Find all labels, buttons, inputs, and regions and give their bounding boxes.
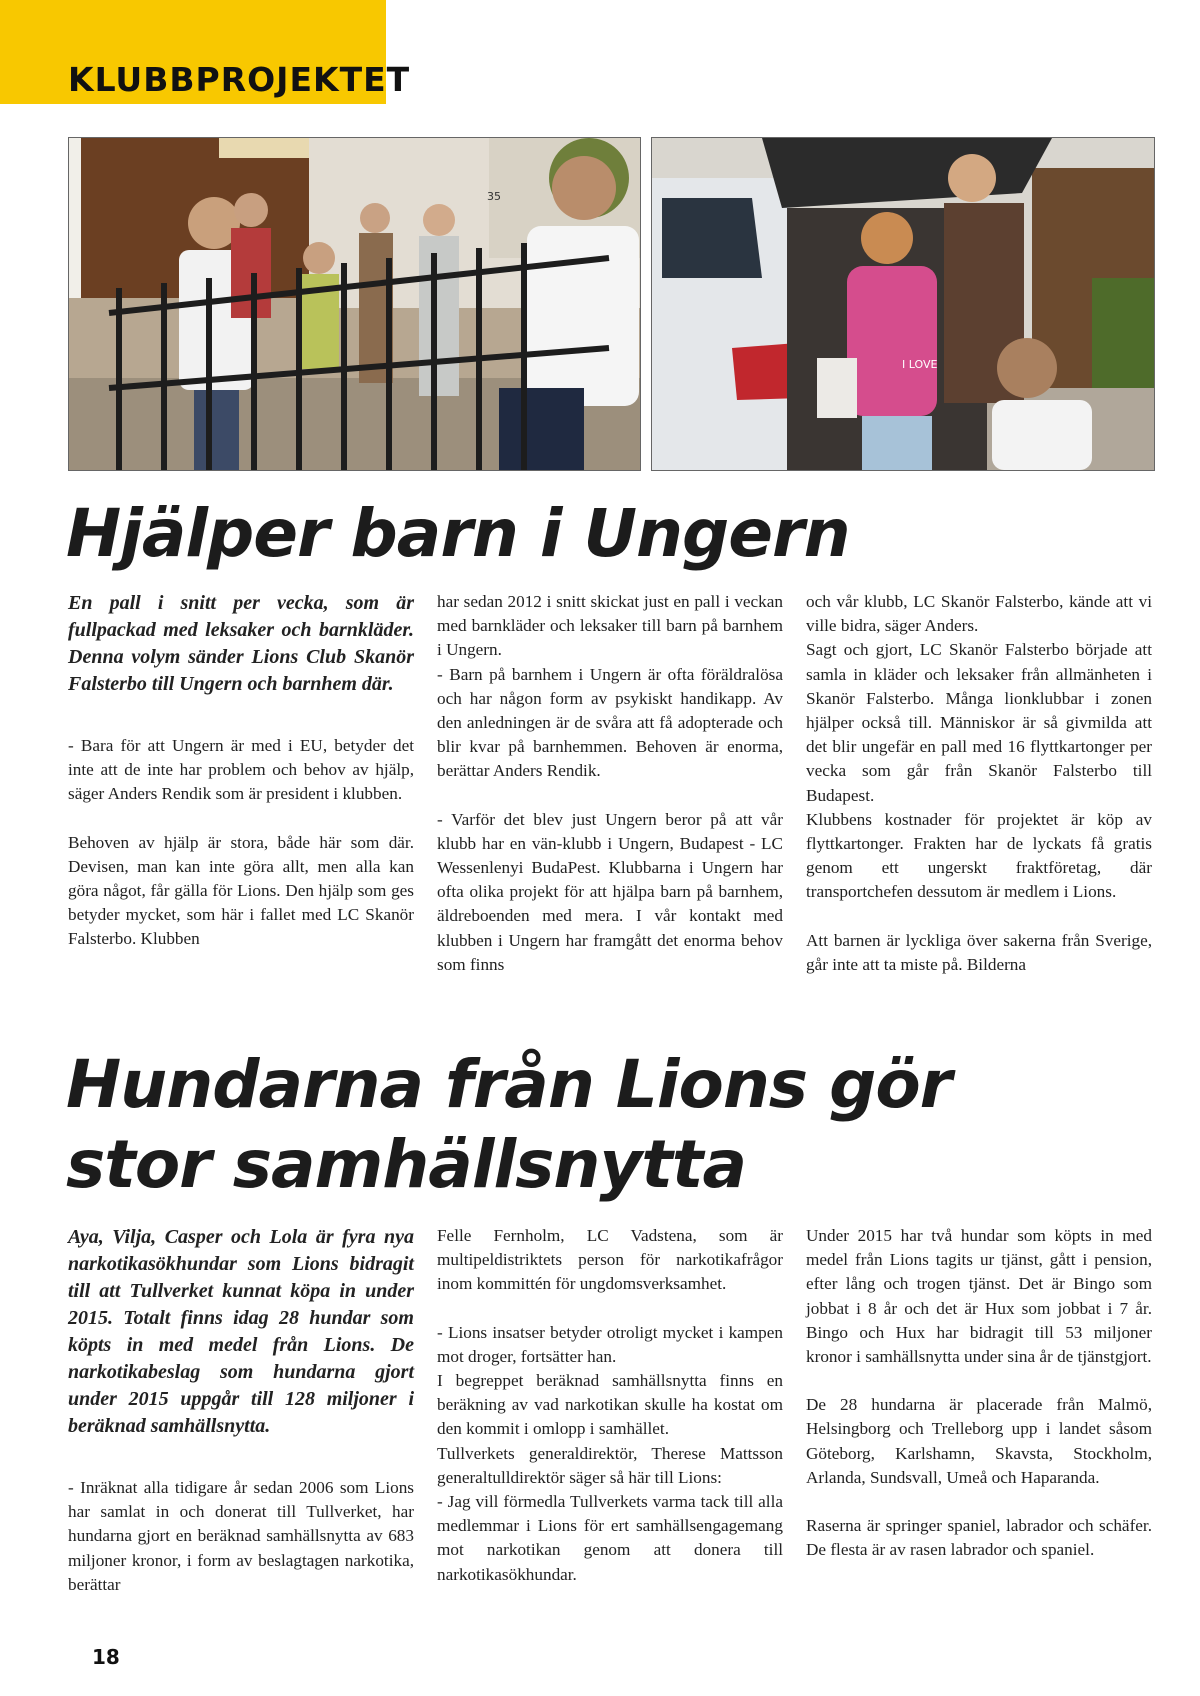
article1-paragraph: och vår klubb, LC Skanör Falsterbo, kände att vi ville bidra, säger Anders. [806,592,1152,636]
section-tab [0,0,411,104]
shirt-text: I LOVE [902,358,938,371]
article2-paragraph: Felle Fernholm, LC Vadstena, som är multipeldistriktets person för narkotikafrågor inom kommittén för ungdomsverksamhet. [437,1226,783,1294]
photo-car-loading [651,137,1155,471]
article2-headline-line1: Hundarna från Lions gör [66,1046,952,1123]
article1-column-1 [68,590,414,952]
article2-column-2 [437,1224,783,1587]
article1-lead: En pall i snitt per vecka, som är fullpackad med leksaker och barnkläder. Denna volym sänder Lions Club Skanör Falsterbo till Ungern och barnhem där. [68,592,414,695]
photo-children-at-gate [68,137,641,471]
article2-paragraph: - Inräknat alla tidigare år sedan 2006 som Lions har samlat in och donerat till Tullverket, har hundarna gjort en beräknad samhällsnytta av 683 miljoner kronor, i form av beslagtagen narkotika, berättar [68,1478,414,1594]
small-boy [301,242,339,369]
article1-column-3 [806,590,1152,977]
article2-lead: Aya, Vilja, Casper och Lola är fyra nya narkotikasökhundar som Lions bidragit till att Tullverket kunnat köpa in under 2015. Totalt finns idag 28 hundar som köpts in med medel från Lions. De narkotikabeslag som hundarna gjort under 2015 uppgår till 128 miljoner i beräknad samhällsnytta. [68,1226,414,1437]
article1-paragraph: Klubbens kostnader för projektet är köp av flyttkartonger. Frakten har de lyckats få gratis genom ett ungerskt fraktföretag, där transportchefen dessutom är medlem i Lions. [806,809,1152,902]
page-number: 18 [92,1645,120,1669]
article1-paragraph: - Bara för att Ungern är med i EU, betyder det inte att de inte har problem och behov av hjälp, säger Anders Rendik som är president i klubben. [68,736,414,804]
article1-headline: Hjälper barn i Ungern [66,495,850,572]
article1-paragraph: - Varför det blev just Ungern beror på att vår klubb har en vän-klubb i Ungern, Budapest - LC Wessenlenyi BudaPest. Klubbarna i Ungern har ofta olika projekt för att hjälpa barn på barnhem, äldreboenden med mera. I vår kontakt med klubben i Ungern har framgått det enorma behov som finns [437,809,783,974]
article1-paragraph: Behoven av hjälp är stora, både här som där. Devisen, man kan inte göra allt, men alla kan göra något, får gälla för Lions. Den hjälp som ges betyder mycket, som här i fallet med LC Skanör Falsterbo. Klubben [68,832,414,949]
article2-paragraph: Tullverkets generaldirektör, Therese Mattsson generaltulldirektör säger så här till Lions: [437,1443,783,1487]
article1-column-2 [437,590,783,977]
article1-paragraph: Att barnen är lyckliga över sakerna från Sverige, går inte att ta miste på. Bilderna [806,930,1152,974]
article2-paragraph: Raserna är springer spaniel, labrador och schäfer. De flesta är av rasen labrador och spaniel. [806,1516,1152,1560]
article2-paragraph: Under 2015 har två hundar som köpts in med medel från Lions tagits ur tjänst, gått i pension, efter lång och trogen tjänst. Det är Bingo som jobbat i 8 år och det är Hux som jobbat i 7 år. Bingo och Hux har bidragit till 53 miljoner kronor i samhällsnytta under sina år de tjänstgjort. [806,1226,1152,1367]
article2-column-3 [806,1224,1152,1562]
door-number: 35 [487,190,501,203]
article2-paragraph: I begreppet beräknad samhällsnytta finns en beräkning av vad narkotikan skulle ha kostat om den kommit i omlopp i samhället. [437,1371,783,1439]
article2-paragraph: - Jag vill förmedla Tullverkets varma tack till alla medlemmar i Lions för ert samhällsengagemang mot narkotikan genom att donera till narkotikasökhundar. [437,1492,783,1584]
article2-paragraph: - Lions insatser betyder otroligt mycket i kampen mot droger, fortsätter han. [437,1322,783,1366]
article2-column-1 [68,1224,414,1597]
section-label: KLUBBPROJEKTET [68,60,411,99]
article2-headline-line2: stor samhällsnytta [66,1126,746,1203]
article1-paragraph: Sagt och gjort, LC Skanör Falsterbo började att samla in kläder och leksaker från allmänheten i Skanör Falsterbo. Många lionklubbar i zonen hjälper också till. Människor är så givmilda att det blir ungefär en pall med 16 flyttkartonger per vecka som går från Skanör Falsterbo till Budapest. [806,640,1152,805]
article2-paragraph: De 28 hundarna är placerade från Malmö, Helsingborg och Trelleborg upp i landet såsom Göteborg, Karlshamn, Skavsta, Stockholm, Arlanda, Sundsvall, Umeå och Haparanda. [806,1395,1152,1487]
article2-headline [66,1045,1166,1205]
article1-paragraph: har sedan 2012 i snitt skickat just en pall i veckan med barnkläder och leksaker till barn på barnhem i Ungern. [437,592,783,660]
article1-paragraph: - Barn på barnhem i Ungern är ofta föräldralösa och har någon form av psykiskt handikapp. Av den anledningen är de svåra att få adopterade och blir kvar på barnhemmen. Behoven är enorma, berättar Anders Rendik. [437,664,783,781]
